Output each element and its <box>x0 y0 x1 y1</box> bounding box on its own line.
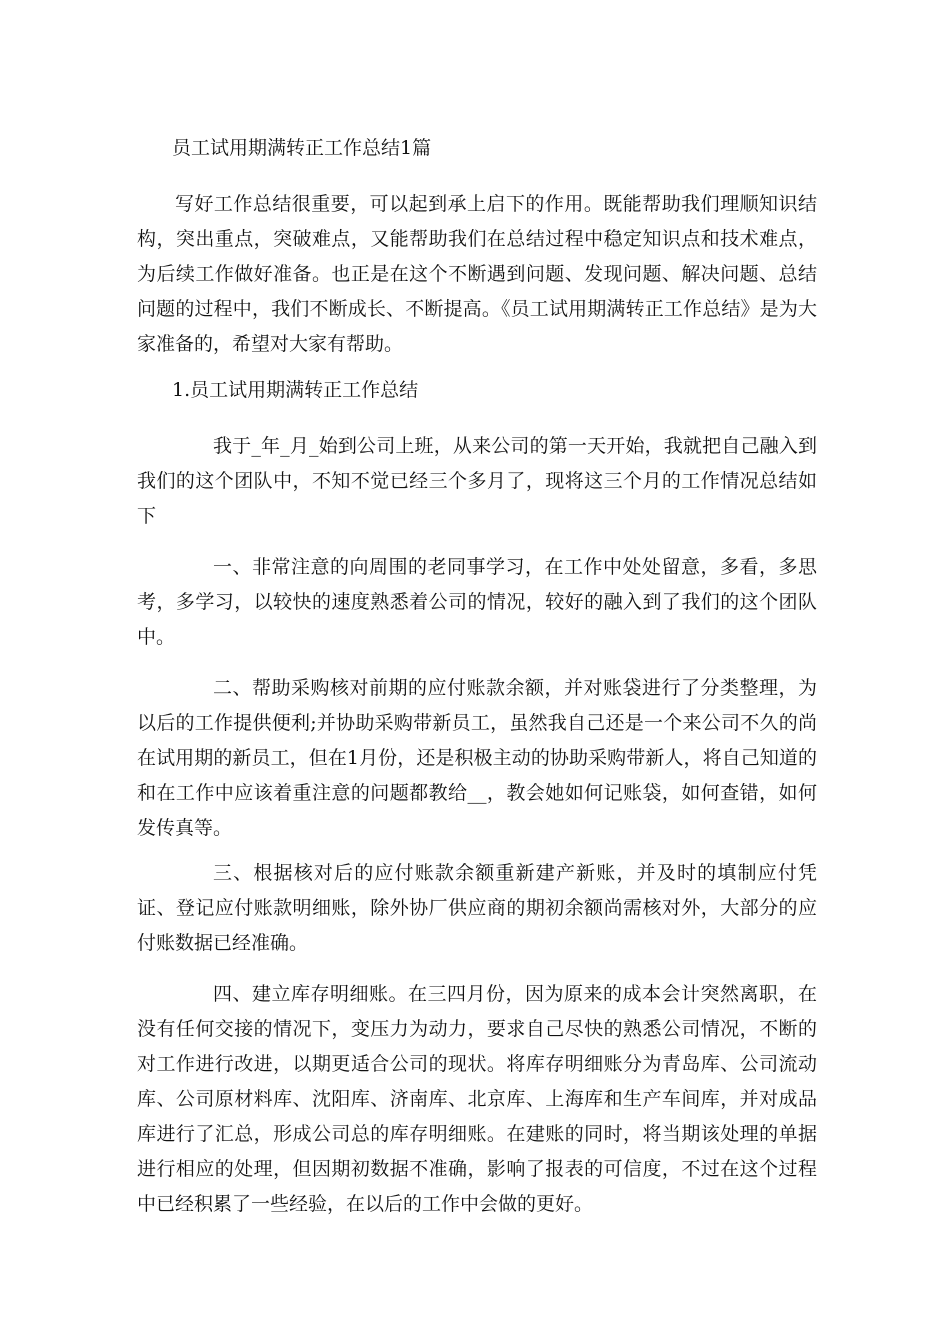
paragraph-point-3: 三、根据核对后的应付账款余额重新建产新账，并及时的填制应付凭证、登记应付账款明细账，除外协厂供应商的期初余额尚需核对外，大部分的应付账数据已经准确。 <box>137 862 817 954</box>
paragraph-opening: 我于_年_月_始到公司上班，从来公司的第一天开始，我就把自己融入到我们的这个团队中，不知不觉已经三个多月了，现将这三个月的工作情况总结如下 <box>137 435 817 527</box>
paragraph-point-4: 四、建立库存明细账。在三四月份，因为原来的成本会计突然离职，在没有任何交接的情况下，变压力为动力，要求自己尽快的熟悉公司情况，不断的对工作进行改进，以期更适合公司的现状。将库存明细账分为青岛库、公司流动库、公司原材料库、沈阳库、济南库、北京库、上海库和生产车间库，并对成品库进行了汇总，形成公司总的库存明细账。在建账的同时，将当期该处理的单据进行相应的处理，但因期初数据不准确，影响了报表的可信度，不过在这个过程中已经积累了一些经验，在以后的工作中会做的更好。 <box>137 983 817 1215</box>
paragraph-point-2: 二、帮助采购核对前期的应付账款余额，并对账袋进行了分类整理，为以后的工作提供便利;并协助采购带新员工，虽然我自己还是一个来公司不久的尚在试用期的新员工，但在1月份，还是积极主动的协助采购带新人，将自己知道的和在工作中应该着重注意的问题都教给__，教会她如何记账袋，如何查错，如何发传真等。 <box>137 677 817 839</box>
document-title: 员工试用期满转正工作总结1篇 <box>172 137 432 159</box>
intro-paragraph: 写好工作总结很重要，可以起到承上启下的作用。既能帮助我们理顺知识结构，突出重点，突破难点，又能帮助我们在总结过程中稳定知识点和技术难点，为后续工作做好准备。也正是在这个不断遇到问题、发现问题、解决问题、总结问题的过程中，我们不断成长、不断提高。《员工试用期满转正工作总结》是为大家准备的，希望对大家有帮助。 <box>137 193 817 355</box>
section-heading: 1.员工试用期满转正工作总结 <box>172 379 419 401</box>
paragraph-point-1: 一、非常注意的向周围的老同事学习，在工作中处处留意，多看，多思考，多学习，以较快的速度熟悉着公司的情况，较好的融入到了我们的这个团队中。 <box>137 556 817 648</box>
